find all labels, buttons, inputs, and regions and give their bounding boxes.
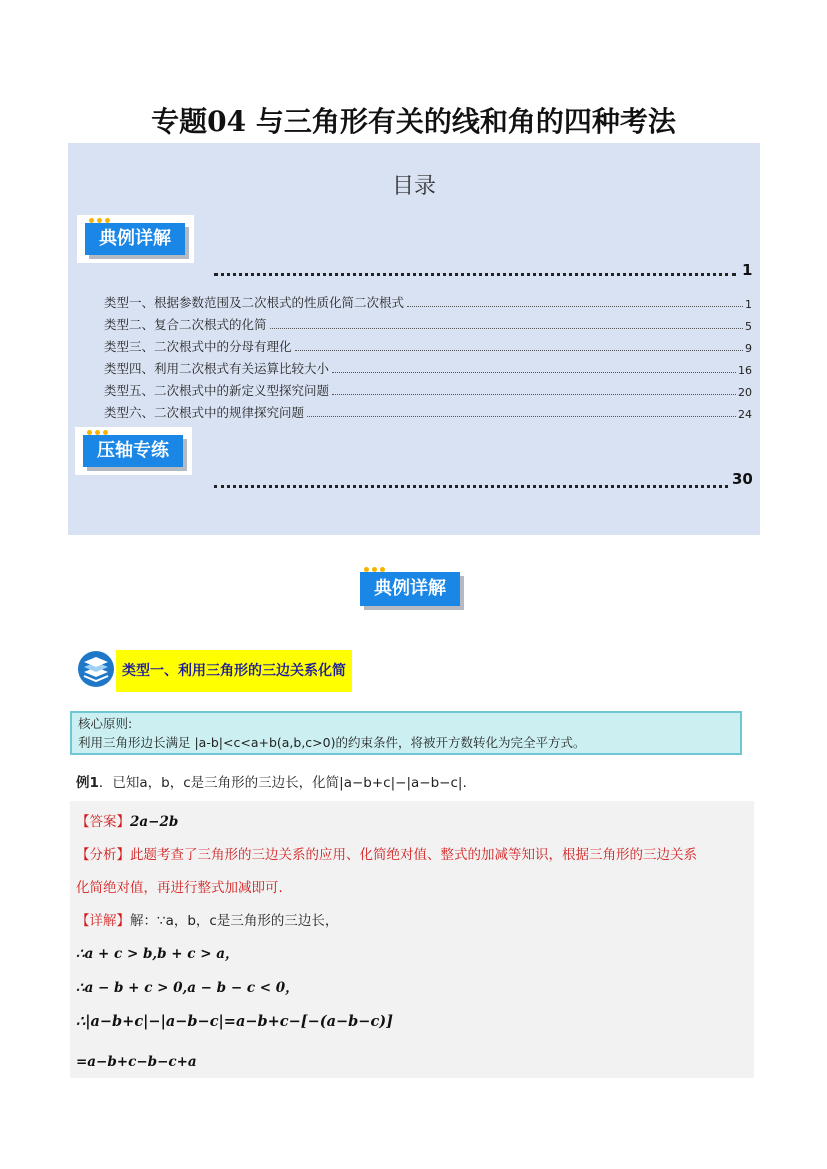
toc-section1-page: 1 [742,261,753,279]
analysis-line-2: 化简绝对值，再进行整式加减即可. [76,880,283,896]
core-principle-box [70,711,742,755]
section-badge-frame [360,572,460,606]
core-principle-title: 核心原则: [78,716,133,731]
toc-item[interactable]: 类型六、二次根式中的规律探究问题 24 [104,405,752,421]
example-question [76,771,467,791]
dots-icon [89,218,110,223]
toc-item[interactable]: 类型二、复合二次根式的化简 5 [104,317,752,333]
analysis-line: 【分析】此题考查了三角形的三边关系的应用、化简绝对值、整式的加减等知识，根据三角形的三边关系 [76,847,697,863]
core-principle-text: 利用三角形边长满足 |a-b|<c<a+b(a,b,c>0)的约束条件，将被开方数转化为完全平方式。 [78,735,586,750]
section-badge: 典例详解 [360,572,460,606]
example-text: ．已知a，b，c是三角形的三边长，化简|a−b+c|−|a−b−c|. [98,775,467,791]
step-4: =a−b+c−b−c+a [76,1054,197,1070]
toc-section1-badge-frame [77,215,194,263]
toc-heading: 目录 [391,174,436,199]
step-1: ∴a + c > b,b + c > a， [76,946,239,962]
toc-item[interactable]: 类型三、二次根式中的分母有理化 9 [104,339,752,355]
step-3: ∴|a−b+c|−|a−b−c|=a−b+c−[−(a−b−c)] [76,1013,394,1030]
document-title: 专题04 与三角形有关的线和角的四种考法 [151,105,676,138]
books-icon [76,650,116,692]
toc-section2-badge-frame [75,427,192,475]
toc-section1-badge[interactable]: 典例详解 [85,223,185,255]
dots-icon [87,430,108,435]
example-label: 例1 [76,775,99,791]
toc-leader [214,471,728,488]
toc-leader [214,259,736,276]
dots-icon [364,567,385,572]
type-heading [76,650,352,692]
toc-section2-badge[interactable]: 压轴专练 [83,435,183,467]
answer-line: 【答案】2a−2b [76,814,179,830]
step-2: ∴a − b + c > 0,a − b − c < 0， [76,980,299,996]
toc-section2-page: 30 [732,470,753,488]
toc-item[interactable]: 类型一、根据参数范围及二次根式的性质化简二次根式 1 [104,295,752,311]
toc-item[interactable]: 类型五、二次根式中的新定义型探究问题 20 [104,383,752,399]
answer-value: 2a−2b [130,814,179,830]
solution-box [70,801,754,1078]
detail-line: 【详解】解：∵a，b，c是三角形的三边长， [76,913,339,929]
toc-item[interactable]: 类型四、利用二次根式有关运算比较大小 16 [104,361,752,377]
type-label: 类型一、利用三角形的三边关系化简 [116,650,352,692]
